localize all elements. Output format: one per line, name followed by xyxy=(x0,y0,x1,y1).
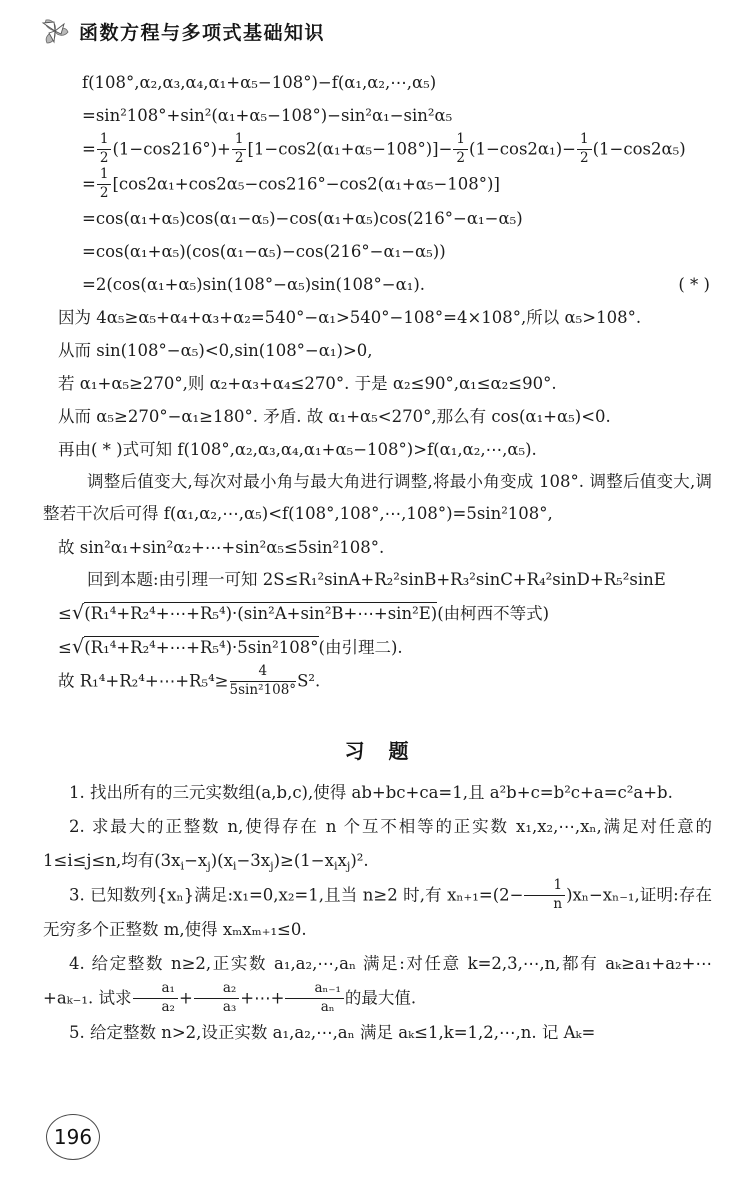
formula-line: = $\frac{1}{2}$ (1−cos216°)+ $\frac{1}{2}$ [1−cos2(α₁+α₅−108°)]− $\frac{1}{2}$ (1−cos2α₁)− $\frac{1}{2}$ (1−cos2α₅) xyxy=(82,131,686,166)
exercise-problem: 3. 已知数列{xₙ}满足:x₁=0,x₂=1,且当 n≥2 时,有 xₙ₊₁=(2− $\frac{1}{n}$ )xₙ−xₙ₋₁,证明:存在无穷多个正整数 m,使得 xₘxₘ₊₁≤0. xyxy=(43,877,712,940)
fraction: $\frac{1}{2}$ xyxy=(453,132,468,167)
page-header xyxy=(0,0,752,46)
exercise-problems xyxy=(43,776,712,1050)
formula-line: 因为 4α₅≥α₅+α₄+α₃+α₂=540°−α₁>540°−108°=4×108°,所以 α₅>108°. xyxy=(58,307,642,327)
fraction: $\frac{1}{2}$ xyxy=(97,132,112,167)
formula-line: 若 α₁+α₅≥270°,则 α₂+α₃+α₄≤270°. 于是 α₂≤90°,α₁≤α₂≤90°. xyxy=(58,373,557,393)
square-root: √(R₁⁴+R₂⁴+⋯+R₅⁴)·5sin²108° xyxy=(71,635,319,659)
page-number: 196 xyxy=(53,1125,93,1149)
fraction: $\frac{4}{\text{5sin²108°}}$ xyxy=(229,663,297,699)
exercise-problem: 4. 给定整数 n≥2,正实数 a₁,a₂,⋯,aₙ 满足:对任意 k=2,3,⋯,n,都有 aₖ≥a₁+a₂+⋯+aₖ₋₁. 试求 $\frac{\text{a₁}}{\text{a₂}}$ + $\frac{\text{a₂}}{\text{a₃}}$ +⋯+ $\frac{\text{aₙ₋₁}}{\text{aₙ}}$ 的最大值. xyxy=(43,954,712,1016)
fraction: $\frac{1}{n}$ xyxy=(524,878,565,913)
formula-line: =2(cos(α₁+α₅)sin(108°−α₅)sin(108°−α₁). ( * ) xyxy=(82,268,712,301)
fraction: $\frac{\text{a₂}}{\text{a₃}}$ xyxy=(194,981,239,1016)
formula-line: 从而 sin(108°−α₅)<0,sin(108°−α₁)>0, xyxy=(58,340,373,360)
page-content xyxy=(0,46,752,1050)
formula-line: 从而 α₅≥270°−α₁≥180°. 矛盾. 故 α₁+α₅<270°,那么有 cos(α₁+α₅)<0. xyxy=(58,406,611,426)
formula-line: ≤√(R₁⁴+R₂⁴+⋯+R₅⁴)·5sin²108°(由引理二). xyxy=(58,635,403,659)
publisher-logo-icon xyxy=(40,16,70,46)
solution-lines xyxy=(43,66,712,699)
exercise-problem: 5. 给定整数 n>2,设正实数 a₁,a₂,⋯,aₙ 满足 aₖ≤1,k=1,2,⋯,n. 记 Aₖ= xyxy=(69,1023,596,1043)
formula-line: = $\frac{1}{2}$ [cos2α₁+cos2α₅−cos216°−cos2(α₁+α₅−108°)] xyxy=(82,165,500,201)
formula-line: 再由( * )式可知 f(108°,α₂,α₃,α₄,α₁+α₅−108°)>f(α₁,α₂,⋯,α₅). xyxy=(58,439,537,459)
exercises-title: 习 题 xyxy=(344,739,411,764)
fraction: $\frac{1}{2}$ xyxy=(97,167,112,202)
formula-line: ≤√(R₁⁴+R₂⁴+⋯+R₅⁴)·(sin²A+sin²B+⋯+sin²E)(由柯西不等式) xyxy=(58,601,550,625)
formula-line: =sin²108°+sin²(α₁+α₅−108°)−sin²α₁−sin²α₅ xyxy=(82,106,453,125)
equation-tag: ( * ) xyxy=(678,274,710,294)
exercise-problem: 2. 求最大的正整数 n,使得存在 n 个互不相等的正实数 x₁,x₂,⋯,xₙ,满足对任意的 1≤i≤j≤n,均有$(3x_i-x_j)(x_i-3x_j)\ge(1-x_ix_j)^2$. xyxy=(43,817,712,873)
fraction: $\frac{1}{2}$ xyxy=(577,132,592,167)
formula-line: 故 R₁⁴+R₂⁴+⋯+R₅⁴≥ $\frac{4}{\text{5sin²108°}}$ S². xyxy=(58,663,321,699)
exercise-problem: 1. 找出所有的三元实数组(a,b,c),使得 ab+bc+ca=1,且 a²b+c=b²c+a=c²a+b. xyxy=(69,783,673,803)
formula-line: =cos(α₁+α₅)(cos(α₁−α₅)−cos(216°−α₁−α₅)) xyxy=(82,241,446,261)
formula-line: 回到本题:由引理一可知 2S≤R₁²sinA+R₂²sinB+R₃²sinC+R₄²sinD+R₅²sinE xyxy=(87,569,666,589)
formula-line: 故 sin²α₁+sin²α₂+⋯+sin²α₅≤5sin²108°. xyxy=(58,537,385,557)
formula-line: f(108°,α₂,α₃,α₄,α₁+α₅−108°)−f(α₁,α₂,⋯,α₅) xyxy=(82,73,437,92)
fraction: $\frac{1}{2}$ xyxy=(232,132,247,167)
fraction: $\frac{\text{a₁}}{\text{a₂}}$ xyxy=(133,981,178,1016)
formula-line: 调整后值变大,每次对最小角与最大角进行调整,将最小角变成 108°. 调整后值变大,调整若干次后可得 f(α₁,α₂,⋯,α₅)<f(108°,108°,⋯,108°)=5sin²108°, xyxy=(43,471,712,524)
page-number-badge xyxy=(46,1114,100,1160)
formula-line: =cos(α₁+α₅)cos(α₁−α₅)−cos(α₁+α₅)cos(216°−α₁−α₅) xyxy=(82,208,523,228)
chapter-title: 函数方程与多项式基础知识 xyxy=(79,21,326,44)
fraction: $\frac{\text{aₙ₋₁}}{\text{aₙ}}$ xyxy=(285,981,343,1016)
square-root: √(R₁⁴+R₂⁴+⋯+R₅⁴)·(sin²A+sin²B+⋯+sin²E) xyxy=(71,601,438,625)
